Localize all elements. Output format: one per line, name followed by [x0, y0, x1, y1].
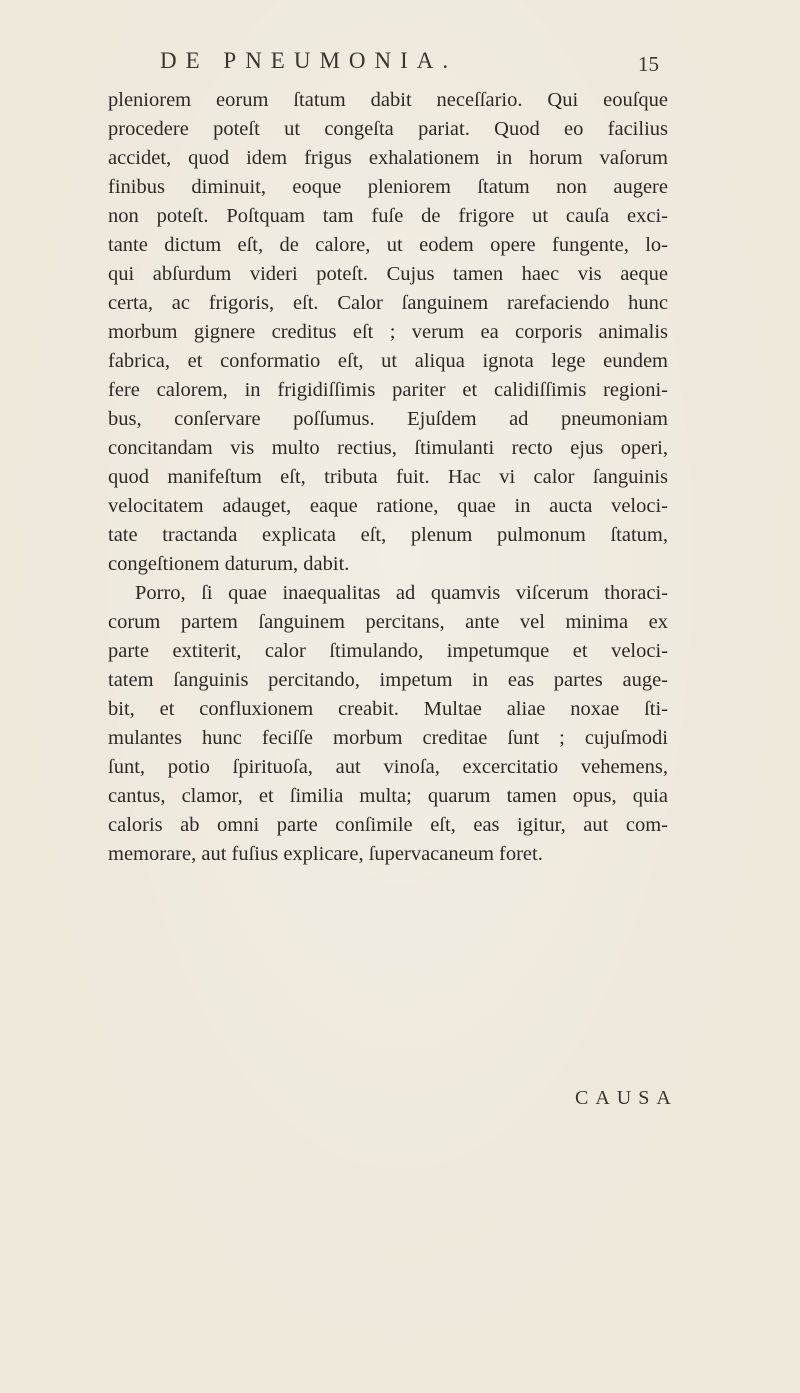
text-line: memorare, aut fuſius explicare, ſupervacaneum foret.: [108, 843, 543, 865]
text-line: accidet, quod idem frigus exhalationem in horum vaſorum: [108, 147, 668, 169]
text-line: finibus diminuit, eoque pleniorem ſtatum non augere: [108, 176, 668, 198]
text-line: caloris ab omni parte conſimile eſt, eas igitur, aut com-: [108, 814, 668, 836]
text-line: tante dictum eſt, de calore, ut eodem opere fungente, lo-: [108, 234, 668, 256]
body-text: [108, 86, 668, 869]
text-line: congeſtionem daturum, dabit.: [108, 553, 350, 575]
text-line: tate tractanda explicata eſt, plenum pulmonum ſtatum,: [108, 524, 668, 546]
page-number: 15: [638, 52, 659, 76]
text-line: morbum gignere creditus eſt ; verum ea corporis animalis: [108, 321, 668, 343]
text-line: fabrica, et conformatio eſt, ut aliqua ignota lege eundem: [108, 350, 668, 372]
text-line: parte extiterit, calor ſtimulando, impetumque et veloci-: [108, 640, 668, 662]
text-line: cantus, clamor, et ſimilia multa; quarum tamen opus, quia: [108, 785, 668, 807]
text-line: velocitatem adauget, eaque ratione, quae in aucta veloci-: [108, 495, 668, 517]
text-line: tatem ſanguinis percitando, impetum in eas partes auge-: [108, 669, 668, 691]
text-line: non poteſt. Poſtquam tam fuſe de frigore ut cauſa exci-: [108, 205, 668, 227]
text-line: ſunt, potio ſpirituoſa, aut vinoſa, excercitatio vehemens,: [108, 756, 668, 778]
text-line: Porro, ſi quae inaequalitas ad quamvis viſcerum thoraci-: [135, 582, 668, 604]
text-line: corum partem ſanguinem percitans, ante vel minima ex: [108, 611, 668, 633]
text-line: concitandam vis multo rectius, ſtimulanti recto ejus operi,: [108, 437, 668, 459]
text-line: bit, et confluxionem creabit. Multae aliae noxae ſti-: [108, 698, 668, 720]
text-line: bus, conſervare poſſumus. Ejuſdem ad pneumoniam: [108, 408, 668, 430]
text-line: procedere poteſt ut congeſta pariat. Quod eo facilius: [108, 118, 668, 140]
text-line: pleniorem eorum ſtatum dabit neceſſario. Qui eouſque: [108, 89, 668, 111]
text-line: qui abſurdum videri poteſt. Cujus tamen haec vis aeque: [108, 263, 668, 285]
paragraph-2: [108, 579, 668, 869]
running-head: DE PNEUMONIA.: [160, 48, 458, 73]
text-line: mulantes hunc feciſſe morbum creditae ſunt ; cujuſmodi: [108, 727, 668, 749]
text-line: certa, ac frigoris, eſt. Calor ſanguinem rarefaciendo hunc: [108, 292, 668, 314]
text-line: fere calorem, in frigidiſſimis pariter et calidiſſimis regioni-: [108, 379, 668, 401]
text-line: quod manifeſtum eſt, tributa fuit. Hac vi calor ſanguinis: [108, 466, 668, 488]
paragraph-1: [108, 86, 668, 579]
catchword: CAUSA: [575, 1087, 678, 1109]
